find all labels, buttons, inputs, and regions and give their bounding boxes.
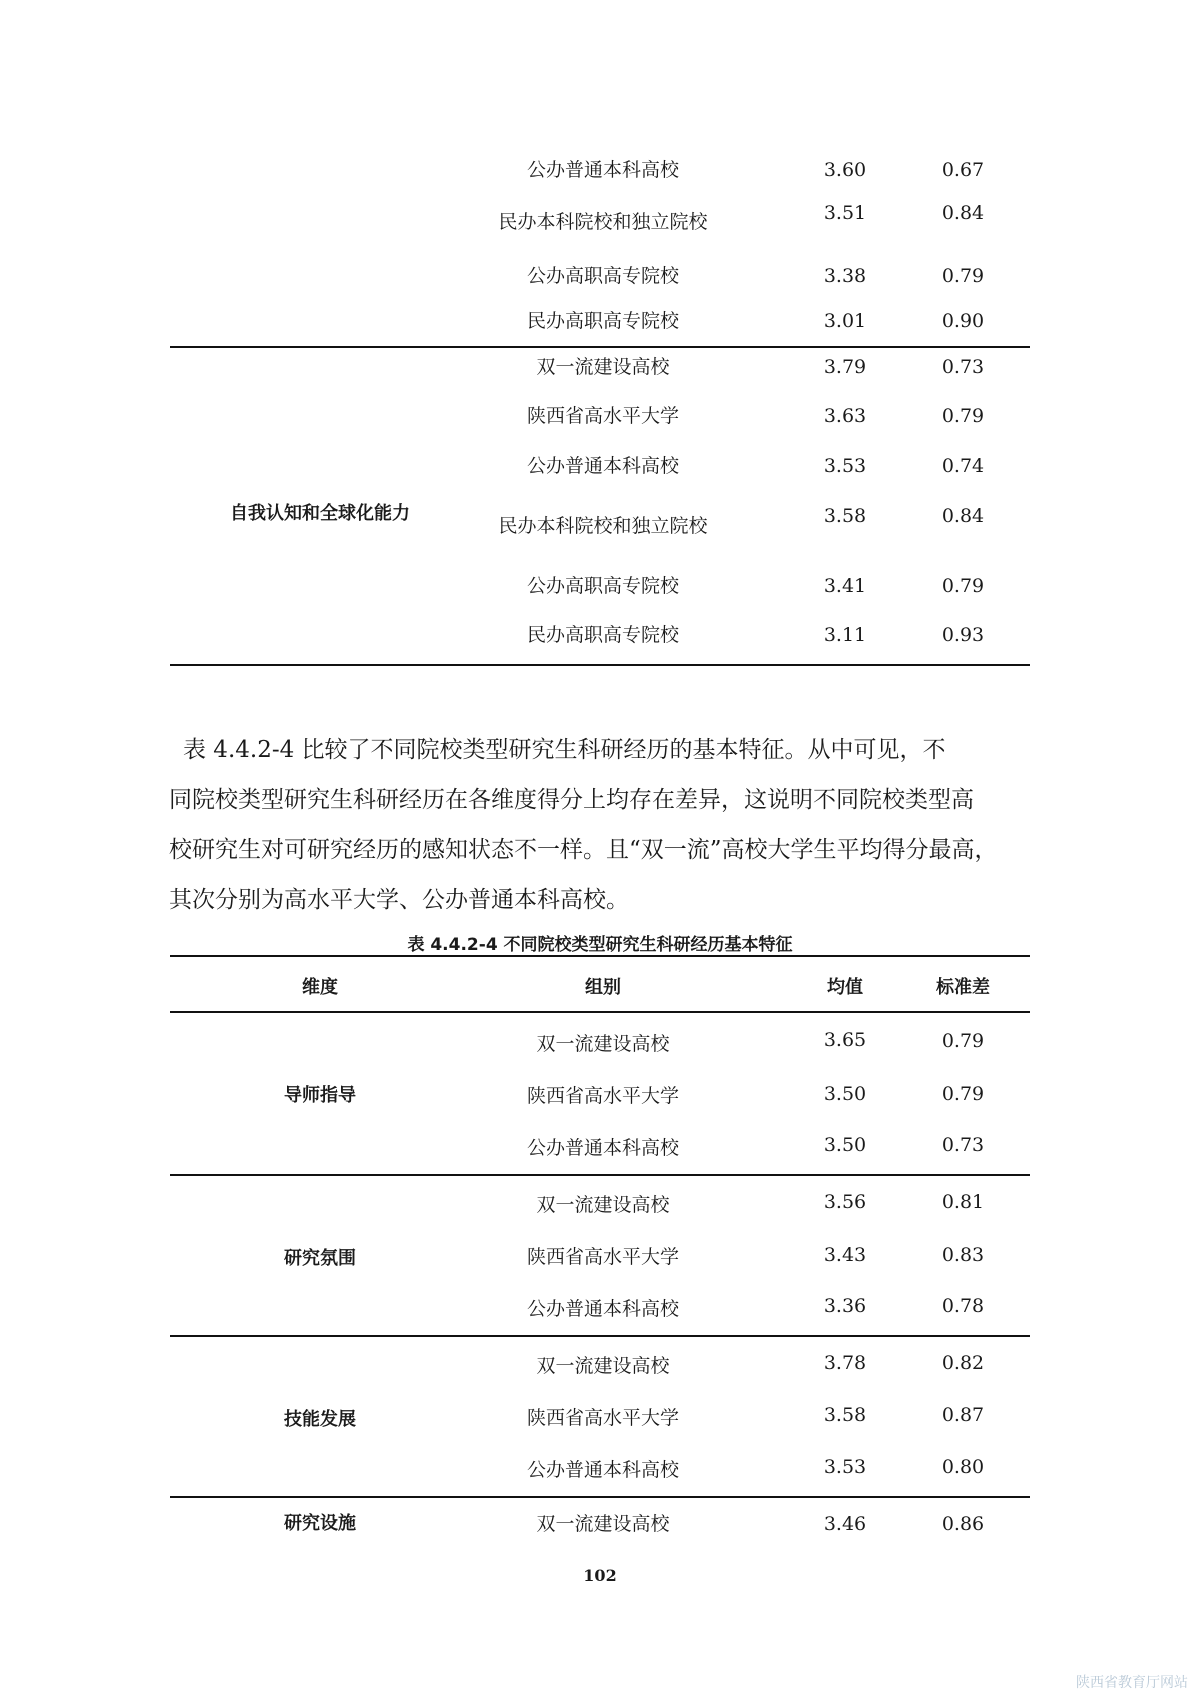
table-cell-sd: 0.73 [941,356,985,378]
table-header-rule [170,1011,1030,1013]
table-cell-group: 双一流建设高校 [536,356,670,378]
table-cell-group: 公办普通本科高校 [526,159,679,181]
table-divider [170,1335,1030,1337]
table-cell-sd: 0.79 [941,1083,985,1105]
table-cell-sd: 0.87 [941,1404,985,1426]
table-cell-mean: 3.46 [823,1513,867,1535]
table-cell-mean: 3.36 [823,1295,867,1317]
table-cell-mean: 3.56 [823,1191,867,1213]
table-cell-group: 民办高职高专院校 [526,624,679,646]
table-cell-group: 双一流建设高校 [536,1513,670,1535]
paragraph-line: 其次分别为高水平大学、公办普通本科高校。 [169,887,629,913]
table-cell-sd: 0.74 [941,455,985,477]
table-cell-sd: 0.90 [941,310,985,332]
column-header-group: 组别 [585,977,621,998]
table-cell-group: 公办普通本科高校 [526,1298,679,1320]
table-cell-mean: 3.60 [823,159,867,181]
table-cell-sd: 0.80 [941,1456,985,1478]
table-cell-mean: 3.51 [823,202,867,224]
table-cell-group: 公办高职高专院校 [526,265,679,287]
table-cell-mean: 3.53 [823,455,867,477]
table-cell-sd: 0.84 [941,505,985,527]
watermark: 陕西省教育厅网站 [1076,1675,1188,1691]
table-cell-mean: 3.63 [823,405,867,427]
column-header-dimension: 维度 [302,977,338,998]
body-paragraph [169,725,1023,925]
table-cell-sd: 0.78 [941,1295,985,1317]
table-cell-mean: 3.53 [823,1456,867,1478]
table-top-rule [170,955,1030,957]
table-cell-sd: 0.86 [941,1513,985,1535]
table-bottom-rule [170,664,1030,666]
table-cell-sd: 0.81 [941,1191,985,1213]
table-cell-mean: 3.58 [823,505,867,527]
paragraph-line: 校研究生对可研究经历的感知状态不一样。且“双一流”高校大学生平均得分最高， [169,837,998,863]
table-cell-group: 陕西省高水平大学 [526,1085,679,1107]
table-cell-mean: 3.11 [823,624,867,646]
table-cell-mean: 3.78 [823,1352,867,1374]
table-cell-sd: 0.79 [941,575,985,597]
table-cell-sd: 0.79 [941,405,985,427]
table-cell-group: 民办本科院校和独立院校 [498,515,708,537]
table-divider [170,346,1030,348]
table-cell-group: 陕西省高水平大学 [526,1246,679,1268]
table-cell-dimension: 导师指导 [284,1085,356,1106]
table-cell-group: 双一流建设高校 [536,1355,670,1377]
table-divider [170,1496,1030,1498]
table-cell-group: 民办高职高专院校 [526,310,679,332]
table-cell-sd: 0.82 [941,1352,985,1374]
table-cell-sd: 0.79 [941,1030,985,1052]
table-cell-mean: 3.01 [823,310,867,332]
table-cell-dimension: 自我认知和全球化能力 [230,503,410,524]
table-cell-group: 公办普通本科高校 [526,1137,679,1159]
table-cell-group: 公办普通本科高校 [526,455,679,477]
table-cell-mean: 3.50 [823,1134,867,1156]
table-divider [170,1174,1030,1176]
table-cell-mean: 3.58 [823,1404,867,1426]
table-cell-group: 双一流建设高校 [536,1033,670,1055]
table-cell-mean: 3.65 [823,1029,867,1051]
paragraph-line: 表 4.4.2-4 比较了不同院校类型研究生科研经历的基本特征。从中可见，不 [183,737,946,763]
table-cell-group: 公办高职高专院校 [526,575,679,597]
table-cell-sd: 0.93 [941,624,985,646]
column-header-sd: 标准差 [936,977,990,998]
table-cell-dimension: 研究氛围 [284,1248,356,1269]
column-header-mean: 均值 [827,977,863,998]
table-cell-sd: 0.73 [941,1134,985,1156]
table-cell-group: 陕西省高水平大学 [526,405,679,427]
table-cell-sd: 0.83 [941,1244,985,1266]
table-cell-sd: 0.67 [941,159,985,181]
table-cell-group: 民办本科院校和独立院校 [498,211,708,233]
table-cell-mean: 3.79 [823,356,867,378]
table-cell-dimension: 技能发展 [284,1409,356,1430]
table-cell-group: 双一流建设高校 [536,1194,670,1216]
table-cell-dimension: 研究设施 [284,1513,356,1534]
table-cell-group: 陕西省高水平大学 [526,1407,679,1429]
table-cell-sd: 0.79 [941,265,985,287]
table-cell-mean: 3.43 [823,1244,867,1266]
table-cell-mean: 3.41 [823,575,867,597]
paragraph-line: 同院校类型研究生科研经历在各维度得分上均存在差异，这说明不同院校类型高 [169,787,974,813]
table-cell-sd: 0.84 [941,202,985,224]
table-cell-group: 公办普通本科高校 [526,1459,679,1481]
table-cell-mean: 3.38 [823,265,867,287]
table-caption: 表 4.4.2-4 不同院校类型研究生科研经历基本特征 [407,935,793,955]
page-number: 102 [583,1566,617,1585]
table-cell-mean: 3.50 [823,1083,867,1105]
